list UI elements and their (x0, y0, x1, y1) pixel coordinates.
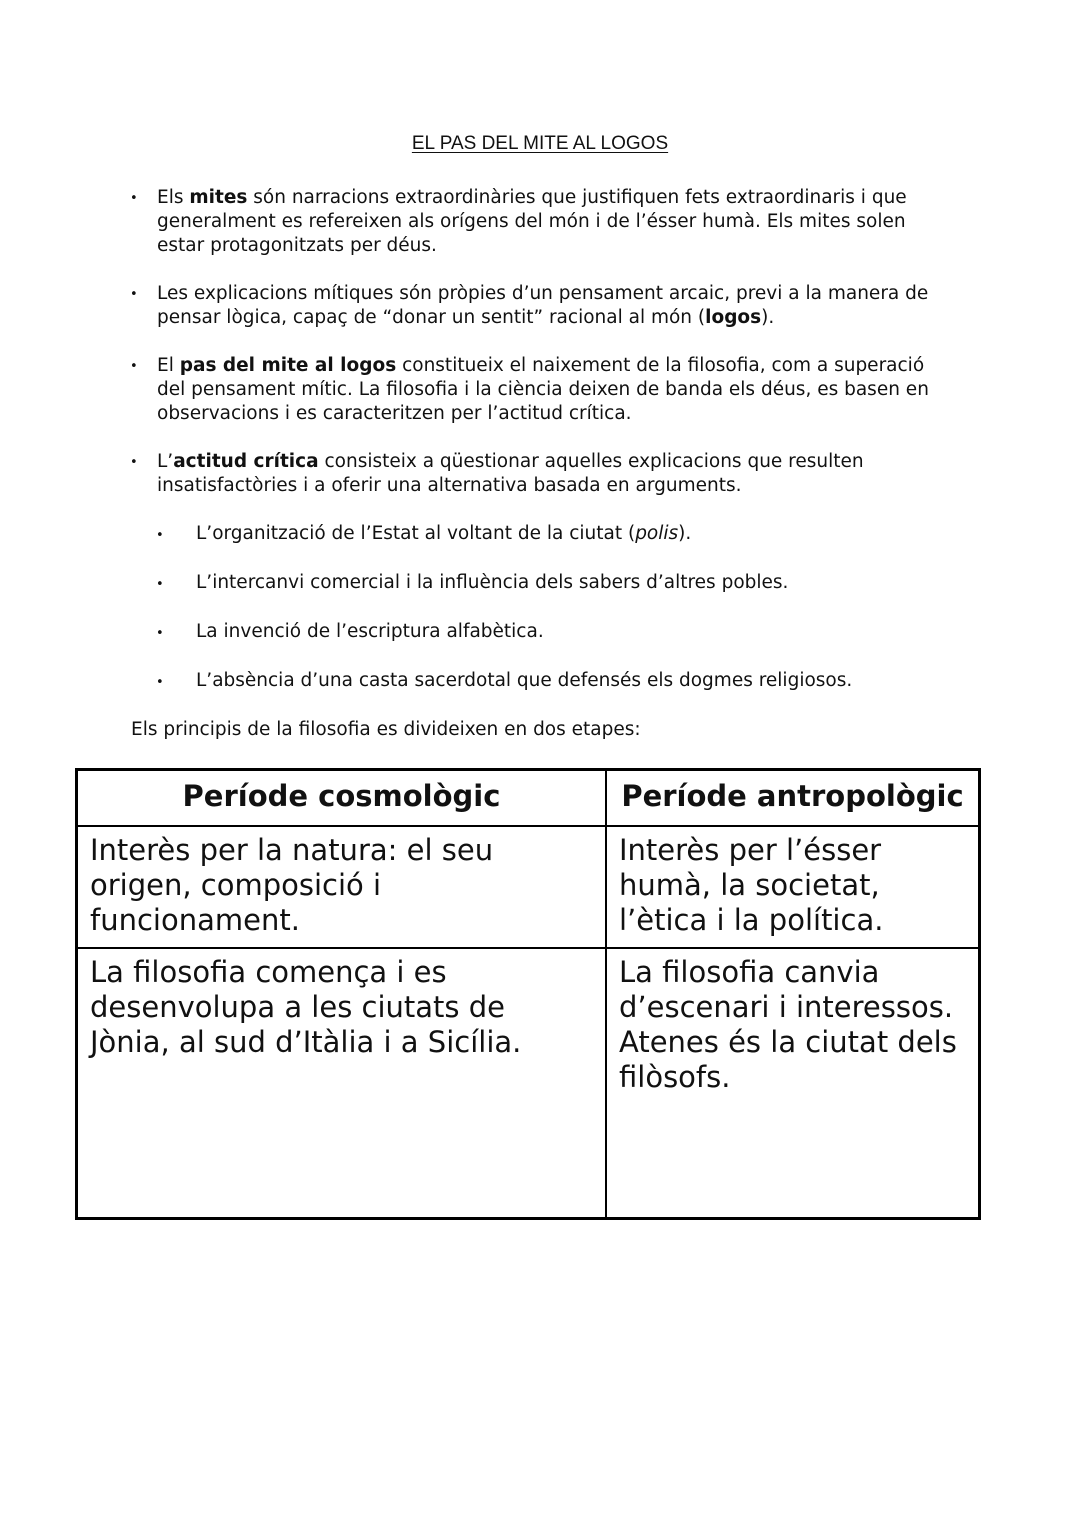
table-cell: La filosofia canvia d’escenari i interessos. Atenes és la ciutat dels filòsofs. (606, 948, 980, 1219)
item-text-italic: polis (635, 523, 679, 544)
page-title: EL PAS DEL MITE AL LOGOS (411, 133, 669, 154)
list-item (0, 354, 947, 426)
item-text-bold: actitud crítica (173, 451, 319, 472)
header-anthropological: Període antropològic (606, 770, 980, 827)
table-row (77, 826, 980, 948)
table-row (77, 948, 980, 1219)
table-intro: Els principis de la filosofia es divideixen en dos etapes: (131, 719, 641, 740)
bullet-icon: • (130, 287, 138, 302)
table-cell: La filosofia comença i es desenvolupa a les ciutats de Jònia, al sud d’Itàlia i a Sicília. (77, 948, 607, 1219)
bullet-icon: • (156, 626, 164, 641)
item-text-bold: logos (705, 307, 762, 328)
list-item (0, 450, 947, 498)
sub-list-item (0, 669, 956, 693)
item-text-post: consisteix a qüestionar aquelles explicacions que resulten insatisfactòries i a oferir una alternativa basada en arguments. (157, 451, 864, 496)
periods-table (75, 768, 981, 1220)
sub-list-item (0, 571, 956, 595)
item-text-post: són narracions extraordinàries que justifiquen fets extraordinaris i que generalment es refereixen als orígens del món i de l’ésser humà. Els mites solen estar protagonitzats per déus. (157, 187, 907, 256)
sub-list-item (0, 522, 956, 546)
bullet-icon: • (156, 528, 164, 543)
list-item (0, 186, 947, 258)
item-text-post: ). (761, 307, 775, 328)
item-text-post: constitueix el naixement de la filosofia, com a superació del pensament mític. La filosofia i la ciència deixen de banda els déus, es basen en observacions i es caracteritzen per l’actitud crítica. (157, 355, 929, 424)
item-text-pre: L’organització de l’Estat al voltant de la ciutat ( (196, 523, 636, 544)
bullet-icon: • (130, 359, 138, 374)
bullet-icon: • (130, 191, 138, 206)
item-text-bold: mites (189, 187, 248, 208)
item-text-bold: pas del mite al logos (179, 355, 397, 376)
bullet-icon: • (130, 455, 138, 470)
bullet-icon: • (156, 577, 164, 592)
table-cell: Interès per l’ésser humà, la societat, l’ètica i la política. (606, 826, 980, 948)
item-text-pre: L’absència d’una casta sacerdotal que defensés els dogmes religiosos. (196, 670, 853, 691)
item-text-pre: L’ (157, 451, 174, 472)
item-text-pre: La invenció de l’escriptura alfabètica. (196, 621, 544, 642)
table-cell: Interès per la natura: el seu origen, composició i funcionament. (77, 826, 607, 948)
list-item (0, 282, 947, 330)
item-text-post: ). (678, 523, 692, 544)
item-text-pre: L’intercanvi comercial i la influència dels sabers d’altres pobles. (196, 572, 789, 593)
header-cosmological: Període cosmològic (77, 770, 607, 827)
table-header-row (77, 770, 980, 827)
sub-list-item (0, 620, 956, 644)
bullet-list (0, 186, 1080, 718)
item-text-pre: El (157, 355, 180, 376)
bullet-icon: • (156, 675, 164, 690)
item-text-pre: Les explicacions mítiques són pròpies d’un pensament arcaic, previ a la manera de pensar lògica, capaç de “donar un sentit” racional al món ( (157, 283, 929, 328)
item-text-pre: Els (157, 187, 190, 208)
